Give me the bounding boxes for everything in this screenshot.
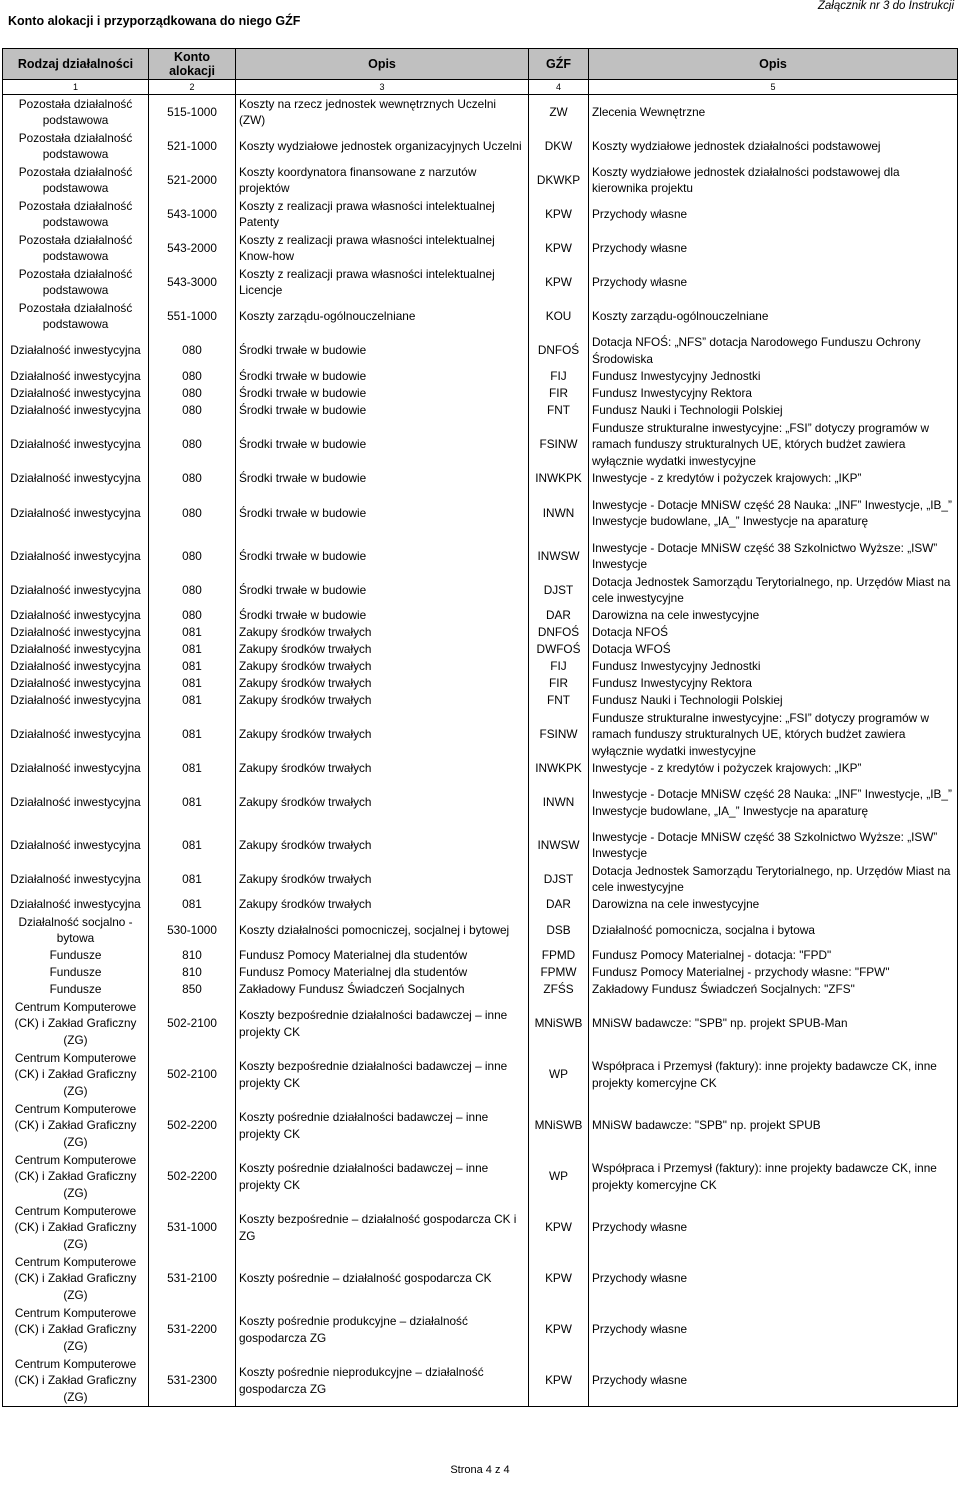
col-header-activity: Rodzaj działalności xyxy=(3,49,149,80)
cell-gzf: DKWKP xyxy=(529,163,589,197)
cell-description: Koszty pośrednie działalności badawczej – inne projekty CK xyxy=(236,1100,529,1151)
table-row xyxy=(3,658,958,675)
cell-description: Środki trwałe w budowie xyxy=(236,419,529,470)
cell-description: Koszty z realizacji prawa własności intelektualnej Licencje xyxy=(236,265,529,299)
cell-account: 531-2100 xyxy=(149,1253,236,1304)
cell-opis: Darowizna na cele inwestycyjne xyxy=(589,607,958,624)
cell-opis: Inwestycje - z kredytów i pożyczek krajowych: „IKP” xyxy=(589,760,958,777)
cell-gzf: KPW xyxy=(529,1304,589,1355)
cell-opis: Fundusze strukturalne inwestycyjne: „FSI” dotyczy programów w ramach funduszy strukturalnych UE, których budżet zawiera wyłącznie wydatki inwestycyjne xyxy=(589,419,958,470)
cell-gzf: KPW xyxy=(529,265,589,299)
cell-description: Zakładowy Fundusz Świadczeń Socjalnych xyxy=(236,981,529,998)
cell-gzf: KPW xyxy=(529,197,589,231)
cell-opis: Fundusze strukturalne inwestycyjne: „FSI” dotyczy programów w ramach funduszy strukturalnych UE, których budżet zawiera wyłącznie wydatki inwestycyjne xyxy=(589,709,958,760)
cell-gzf: FIJ xyxy=(529,368,589,385)
cell-opis: Fundusz Nauki i Technologii Polskiej xyxy=(589,402,958,419)
table-row xyxy=(3,95,958,130)
table-row xyxy=(3,913,958,947)
cell-gzf: DJST xyxy=(529,862,589,896)
cell-account: 081 xyxy=(149,828,236,862)
table-header-row xyxy=(3,49,958,80)
cell-opis: Inwestycje - Dotacje MNiSW część 28 Nauka: „INF” Inwestycje, „IB_” Inwestycje budowlane, „IA_” Inwestycje na aparaturę xyxy=(589,487,958,539)
cell-opis: Przychody własne xyxy=(589,1202,958,1253)
cell-gzf: INWN xyxy=(529,777,589,828)
cell-account: 081 xyxy=(149,896,236,913)
table-row xyxy=(3,1355,958,1407)
cell-gzf: MNiSWB xyxy=(529,998,589,1049)
table-row xyxy=(3,828,958,862)
cell-activity: Pozostała działalność podstawowa xyxy=(3,231,149,265)
cell-description: Koszty pośrednie działalności badawczej – inne projekty CK xyxy=(236,1151,529,1202)
cell-description: Zakupy środków trwałych xyxy=(236,641,529,658)
cell-activity: Działalność inwestycyjna xyxy=(3,896,149,913)
cell-activity: Pozostała działalność podstawowa xyxy=(3,129,149,163)
cell-activity: Pozostała działalność podstawowa xyxy=(3,95,149,130)
cell-activity: Działalność inwestycyjna xyxy=(3,333,149,368)
cell-opis: Przychody własne xyxy=(589,197,958,231)
cell-opis: Fundusz Inwestycyjny Rektora xyxy=(589,675,958,692)
cell-account: 543-1000 xyxy=(149,197,236,231)
cell-gzf: DNFOŚ xyxy=(529,624,589,641)
cell-account: 530-1000 xyxy=(149,913,236,947)
cell-opis: Przychody własne xyxy=(589,1304,958,1355)
cell-account: 810 xyxy=(149,947,236,964)
cell-account: 551-1000 xyxy=(149,299,236,333)
cell-activity: Działalność inwestycyjna xyxy=(3,385,149,402)
table-row xyxy=(3,607,958,624)
cell-account: 081 xyxy=(149,862,236,896)
table-row xyxy=(3,368,958,385)
cell-gzf: INWN xyxy=(529,487,589,539)
cell-description: Środki trwałe w budowie xyxy=(236,607,529,624)
cell-account: 080 xyxy=(149,419,236,470)
cell-account: 081 xyxy=(149,760,236,777)
cell-description: Środki trwałe w budowie xyxy=(236,333,529,368)
cell-account: 531-1000 xyxy=(149,1202,236,1253)
cell-account: 080 xyxy=(149,470,236,487)
table-body xyxy=(3,95,958,1407)
cell-activity: Fundusze xyxy=(3,981,149,998)
cell-activity: Działalność inwestycyjna xyxy=(3,777,149,828)
cell-description: Środki trwałe w budowie xyxy=(236,539,529,573)
cell-account: 543-2000 xyxy=(149,231,236,265)
cell-description: Fundusz Pomocy Materialnej dla studentów xyxy=(236,964,529,981)
cell-gzf: KPW xyxy=(529,1355,589,1407)
cell-activity: Pozostała działalność podstawowa xyxy=(3,265,149,299)
table-row xyxy=(3,265,958,299)
cell-gzf: KPW xyxy=(529,231,589,265)
cell-account: 081 xyxy=(149,658,236,675)
col-number: 2 xyxy=(149,80,236,95)
cell-gzf: DAR xyxy=(529,896,589,913)
cell-description: Środki trwałe w budowie xyxy=(236,470,529,487)
cell-activity: Działalność inwestycyjna xyxy=(3,709,149,760)
cell-description: Koszty bezpośrednie – działalność gospodarcza CK i ZG xyxy=(236,1202,529,1253)
cell-opis: Fundusz Pomocy Materialnej - dotacja: "FPD" xyxy=(589,947,958,964)
table-row xyxy=(3,197,958,231)
cell-activity: Centrum Komputerowe (CK) i Zakład Graficzny (ZG) xyxy=(3,1355,149,1407)
cell-opis: Inwestycje - Dotacje MNiSW część 28 Nauka: „INF” Inwestycje, „IB_” Inwestycje budowlane, „IA_” Inwestycje na aparaturę xyxy=(589,777,958,828)
cell-opis: Współpraca i Przemysł (faktury): inne projekty badawcze CK, inne projekty komercyjne CK xyxy=(589,1049,958,1100)
cell-activity: Działalność inwestycyjna xyxy=(3,402,149,419)
cell-activity: Centrum Komputerowe (CK) i Zakład Graficzny (ZG) xyxy=(3,1151,149,1202)
cell-account: 080 xyxy=(149,402,236,419)
cell-activity: Centrum Komputerowe (CK) i Zakład Graficzny (ZG) xyxy=(3,1202,149,1253)
table-row xyxy=(3,862,958,896)
col-header-gzf: GŹF xyxy=(529,49,589,80)
cell-activity: Fundusze xyxy=(3,947,149,964)
cell-description: Zakupy środków trwałych xyxy=(236,760,529,777)
table-row xyxy=(3,709,958,760)
cell-account: 502-2100 xyxy=(149,998,236,1049)
cell-gzf: FNT xyxy=(529,692,589,709)
allocation-table xyxy=(2,48,958,1407)
col-number: 5 xyxy=(589,80,958,95)
cell-account: 521-2000 xyxy=(149,163,236,197)
table-row xyxy=(3,487,958,539)
attachment-label: Załącznik nr 3 do Instrukcji xyxy=(817,0,954,12)
cell-activity: Działalność inwestycyjna xyxy=(3,573,149,607)
cell-account: 531-2200 xyxy=(149,1304,236,1355)
cell-gzf: FPMW xyxy=(529,964,589,981)
cell-opis: Darowizna na cele inwestycyjne xyxy=(589,896,958,913)
cell-account: 521-1000 xyxy=(149,129,236,163)
cell-description: Zakupy środków trwałych xyxy=(236,692,529,709)
cell-description: Koszty działalności pomocniczej, socjalnej i bytowej xyxy=(236,913,529,947)
table-row xyxy=(3,163,958,197)
cell-opis: Działalność pomocnicza, socjalna i bytowa xyxy=(589,913,958,947)
cell-gzf: ZW xyxy=(529,95,589,130)
cell-opis: Fundusz Nauki i Technologii Polskiej xyxy=(589,692,958,709)
cell-gzf: FSINW xyxy=(529,709,589,760)
cell-opis: Dotacja Jednostek Samorządu Terytorialnego, np. Urzędów Miast na cele inwestycyjne xyxy=(589,573,958,607)
cell-opis: Inwestycje - z kredytów i pożyczek krajowych: „IKP” xyxy=(589,470,958,487)
cell-description: Zakupy środków trwałych xyxy=(236,896,529,913)
cell-activity: Działalność inwestycyjna xyxy=(3,539,149,573)
cell-description: Środki trwałe w budowie xyxy=(236,368,529,385)
table-row xyxy=(3,1151,958,1202)
cell-gzf: KPW xyxy=(529,1202,589,1253)
cell-description: Koszty zarządu-ogólnouczelniane xyxy=(236,299,529,333)
cell-opis: Fundusz Inwestycyjny Jednostki xyxy=(589,658,958,675)
cell-opis: Inwestycje - Dotacje MNiSW część 38 Szkolnictwo Wyższe: „ISW” Inwestycje xyxy=(589,539,958,573)
column-number-row xyxy=(3,80,958,95)
col-number: 3 xyxy=(236,80,529,95)
cell-gzf: DAR xyxy=(529,607,589,624)
table-row xyxy=(3,539,958,573)
cell-activity: Działalność inwestycyjna xyxy=(3,624,149,641)
cell-activity: Działalność socjalno - bytowa xyxy=(3,913,149,947)
table-row xyxy=(3,1049,958,1100)
cell-gzf: ZFŚS xyxy=(529,981,589,998)
table-row xyxy=(3,402,958,419)
cell-opis: Dotacja NFOŚ: „NFS” dotacja Narodowego Funduszu Ochrony Środowiska xyxy=(589,333,958,368)
table-row xyxy=(3,896,958,913)
cell-description: Zakupy środków trwałych xyxy=(236,709,529,760)
table-row xyxy=(3,692,958,709)
cell-activity: Pozostała działalność podstawowa xyxy=(3,163,149,197)
cell-opis: Zakładowy Fundusz Świadczeń Socjalnych: "ZFS" xyxy=(589,981,958,998)
cell-opis: Przychody własne xyxy=(589,231,958,265)
cell-activity: Działalność inwestycyjna xyxy=(3,487,149,539)
cell-opis: Współpraca i Przemysł (faktury): inne projekty badawcze CK, inne projekty komercyjne CK xyxy=(589,1151,958,1202)
cell-description: Koszty pośrednie – działalność gospodarcza CK xyxy=(236,1253,529,1304)
cell-account: 081 xyxy=(149,709,236,760)
cell-description: Zakupy środków trwałych xyxy=(236,777,529,828)
cell-opis: Przychody własne xyxy=(589,265,958,299)
cell-activity: Działalność inwestycyjna xyxy=(3,828,149,862)
cell-account: 531-2300 xyxy=(149,1355,236,1407)
table-row xyxy=(3,573,958,607)
table-row xyxy=(3,1202,958,1253)
cell-description: Koszty wydziałowe jednostek organizacyjnych Uczelni xyxy=(236,129,529,163)
cell-activity: Działalność inwestycyjna xyxy=(3,470,149,487)
cell-account: 080 xyxy=(149,607,236,624)
cell-description: Koszty na rzecz jednostek wewnętrznych Uczelni (ZW) xyxy=(236,95,529,130)
cell-activity: Centrum Komputerowe (CK) i Zakład Graficzny (ZG) xyxy=(3,1100,149,1151)
cell-activity: Pozostała działalność podstawowa xyxy=(3,197,149,231)
cell-opis: Dotacja Jednostek Samorządu Terytorialnego, np. Urzędów Miast na cele inwestycyjne xyxy=(589,862,958,896)
col-header-opis: Opis xyxy=(589,49,958,80)
col-header-account: Konto alokacji xyxy=(149,49,236,80)
cell-activity: Centrum Komputerowe (CK) i Zakład Graficzny (ZG) xyxy=(3,998,149,1049)
table-row xyxy=(3,947,958,964)
cell-account: 850 xyxy=(149,981,236,998)
table-row xyxy=(3,419,958,470)
cell-opis: Koszty wydziałowe jednostek działalności podstawowej xyxy=(589,129,958,163)
table-row xyxy=(3,129,958,163)
cell-activity: Działalność inwestycyjna xyxy=(3,641,149,658)
cell-account: 080 xyxy=(149,333,236,368)
cell-activity: Pozostała działalność podstawowa xyxy=(3,299,149,333)
cell-description: Koszty z realizacji prawa własności intelektualnej Patenty xyxy=(236,197,529,231)
cell-gzf: INWSW xyxy=(529,539,589,573)
cell-opis: Przychody własne xyxy=(589,1355,958,1407)
cell-account: 515-1000 xyxy=(149,95,236,130)
cell-description: Koszty pośrednie nieprodukcyjne – działalność gospodarcza ZG xyxy=(236,1355,529,1407)
cell-account: 810 xyxy=(149,964,236,981)
cell-description: Środki trwałe w budowie xyxy=(236,385,529,402)
cell-gzf: KPW xyxy=(529,1253,589,1304)
cell-account: 543-3000 xyxy=(149,265,236,299)
cell-gzf: FIR xyxy=(529,675,589,692)
cell-gzf: DJST xyxy=(529,573,589,607)
cell-account: 502-2100 xyxy=(149,1049,236,1100)
cell-account: 502-2200 xyxy=(149,1100,236,1151)
cell-gzf: MNiSWB xyxy=(529,1100,589,1151)
cell-gzf: FIR xyxy=(529,385,589,402)
cell-description: Koszty pośrednie produkcyjne – działalność gospodarcza ZG xyxy=(236,1304,529,1355)
col-number: 1 xyxy=(3,80,149,95)
cell-activity: Działalność inwestycyjna xyxy=(3,419,149,470)
cell-activity: Działalność inwestycyjna xyxy=(3,368,149,385)
cell-opis: Dotacja NFOŚ xyxy=(589,624,958,641)
cell-account: 502-2200 xyxy=(149,1151,236,1202)
cell-gzf: FNT xyxy=(529,402,589,419)
cell-opis: MNiSW badawcze: "SPB" np. projekt SPUB xyxy=(589,1100,958,1151)
cell-opis: Inwestycje - Dotacje MNiSW część 38 Szkolnictwo Wyższe: „ISW” Inwestycje xyxy=(589,828,958,862)
table-row xyxy=(3,231,958,265)
cell-description: Fundusz Pomocy Materialnej dla studentów xyxy=(236,947,529,964)
cell-activity: Działalność inwestycyjna xyxy=(3,658,149,675)
cell-opis: Koszty zarządu-ogólnouczelniane xyxy=(589,299,958,333)
cell-gzf: DSB xyxy=(529,913,589,947)
cell-opis: Dotacja WFOŚ xyxy=(589,641,958,658)
cell-opis: Fundusz Inwestycyjny Rektora xyxy=(589,385,958,402)
cell-activity: Działalność inwestycyjna xyxy=(3,692,149,709)
cell-gzf: DWFOŚ xyxy=(529,641,589,658)
cell-gzf: WP xyxy=(529,1049,589,1100)
cell-description: Koszty koordynatora finansowane z narzutów projektów xyxy=(236,163,529,197)
cell-opis: Fundusz Pomocy Materialnej - przychody własne: "FPW" xyxy=(589,964,958,981)
table-row xyxy=(3,964,958,981)
col-header-description: Opis xyxy=(236,49,529,80)
cell-activity: Fundusze xyxy=(3,964,149,981)
table-row xyxy=(3,1100,958,1151)
cell-activity: Działalność inwestycyjna xyxy=(3,607,149,624)
table-row xyxy=(3,385,958,402)
table-row xyxy=(3,981,958,998)
cell-account: 081 xyxy=(149,624,236,641)
cell-description: Koszty bezpośrednie działalności badawczej – inne projekty CK xyxy=(236,1049,529,1100)
cell-gzf: FIJ xyxy=(529,658,589,675)
cell-account: 081 xyxy=(149,641,236,658)
table-row xyxy=(3,675,958,692)
table-row xyxy=(3,760,958,777)
cell-gzf: DNFOŚ xyxy=(529,333,589,368)
cell-description: Koszty z realizacji prawa własności intelektualnej Know-how xyxy=(236,231,529,265)
cell-gzf: INWSW xyxy=(529,828,589,862)
cell-description: Środki trwałe w budowie xyxy=(236,487,529,539)
cell-activity: Działalność inwestycyjna xyxy=(3,760,149,777)
cell-activity: Działalność inwestycyjna xyxy=(3,862,149,896)
table-row xyxy=(3,1253,958,1304)
cell-gzf: KOU xyxy=(529,299,589,333)
table-row xyxy=(3,299,958,333)
cell-account: 081 xyxy=(149,777,236,828)
table-row xyxy=(3,624,958,641)
cell-description: Zakupy środków trwałych xyxy=(236,624,529,641)
table-row xyxy=(3,1304,958,1355)
cell-description: Zakupy środków trwałych xyxy=(236,828,529,862)
cell-description: Zakupy środków trwałych xyxy=(236,658,529,675)
cell-activity: Centrum Komputerowe (CK) i Zakład Graficzny (ZG) xyxy=(3,1049,149,1100)
cell-description: Środki trwałe w budowie xyxy=(236,402,529,419)
cell-opis: Przychody własne xyxy=(589,1253,958,1304)
cell-opis: Koszty wydziałowe jednostek działalności podstawowej dla kierownika projektu xyxy=(589,163,958,197)
cell-opis: MNiSW badawcze: "SPB" np. projekt SPUB-Man xyxy=(589,998,958,1049)
cell-account: 081 xyxy=(149,692,236,709)
cell-gzf: INWKPK xyxy=(529,470,589,487)
table-row xyxy=(3,777,958,828)
page-number: Strona 4 z 4 xyxy=(450,1464,510,1476)
table-row xyxy=(3,641,958,658)
cell-opis: Zlecenia Wewnętrzne xyxy=(589,95,958,130)
cell-gzf: FSINW xyxy=(529,419,589,470)
cell-gzf: FPMD xyxy=(529,947,589,964)
cell-description: Zakupy środków trwałych xyxy=(236,862,529,896)
cell-activity: Centrum Komputerowe (CK) i Zakład Graficzny (ZG) xyxy=(3,1253,149,1304)
col-number: 4 xyxy=(529,80,589,95)
cell-account: 080 xyxy=(149,539,236,573)
cell-description: Koszty bezpośrednie działalności badawczej – inne projekty CK xyxy=(236,998,529,1049)
table-row xyxy=(3,333,958,368)
cell-gzf: DKW xyxy=(529,129,589,163)
cell-account: 080 xyxy=(149,368,236,385)
document-title: Konto alokacji i przyporządkowana do niego GŹF xyxy=(8,14,301,28)
cell-gzf: INWKPK xyxy=(529,760,589,777)
cell-description: Środki trwałe w budowie xyxy=(236,573,529,607)
cell-account: 080 xyxy=(149,487,236,539)
table-row xyxy=(3,470,958,487)
cell-activity: Działalność inwestycyjna xyxy=(3,675,149,692)
cell-gzf: WP xyxy=(529,1151,589,1202)
cell-activity: Centrum Komputerowe (CK) i Zakład Graficzny (ZG) xyxy=(3,1304,149,1355)
cell-account: 081 xyxy=(149,675,236,692)
cell-account: 080 xyxy=(149,573,236,607)
table-row xyxy=(3,998,958,1049)
cell-opis: Fundusz Inwestycyjny Jednostki xyxy=(589,368,958,385)
cell-account: 080 xyxy=(149,385,236,402)
cell-description: Zakupy środków trwałych xyxy=(236,675,529,692)
